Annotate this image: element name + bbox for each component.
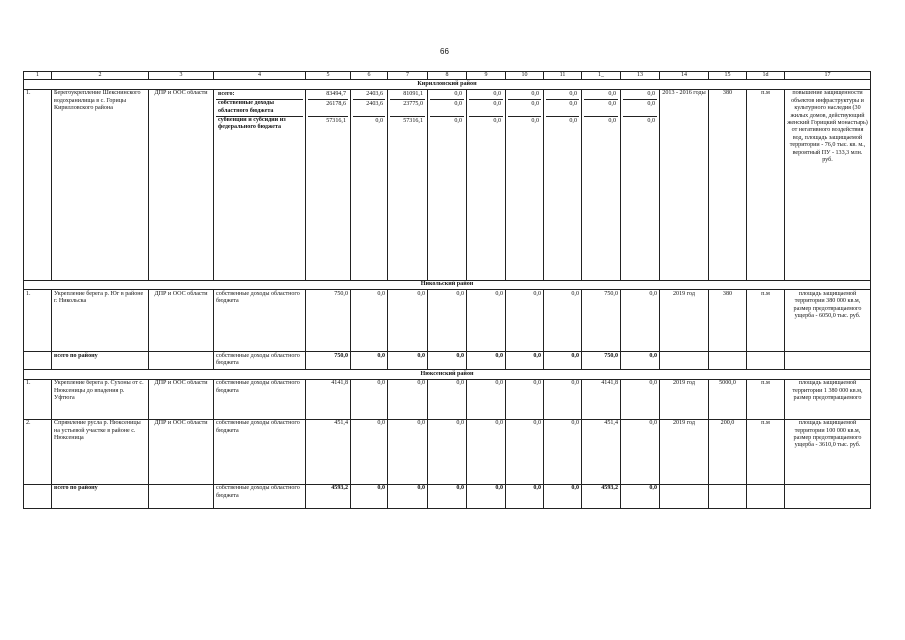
district-total-row bbox=[24, 352, 871, 370]
amount: 750,0 bbox=[582, 290, 621, 352]
amount-cell bbox=[467, 89, 506, 280]
amount: 0,0 bbox=[467, 419, 506, 484]
amount: 0,0 bbox=[454, 117, 462, 124]
total-amount: 0,0 bbox=[621, 484, 660, 508]
amount: 0,0 bbox=[621, 290, 660, 352]
amount: 0,0 bbox=[584, 100, 618, 117]
amount: 57316,1 bbox=[326, 117, 346, 124]
col-number-7: 7 bbox=[388, 72, 428, 80]
amount: 0,0 bbox=[428, 379, 467, 419]
amount-cell bbox=[388, 89, 428, 280]
amount-cell bbox=[306, 89, 351, 280]
col-number-17: 17 bbox=[785, 72, 871, 80]
total-amount: 0,0 bbox=[428, 352, 467, 370]
row-number: 1. bbox=[24, 89, 52, 280]
budget-table bbox=[23, 71, 871, 509]
amount-cell bbox=[621, 89, 660, 280]
amount: 0,0 bbox=[469, 100, 503, 117]
funding-source: всего: bbox=[216, 90, 303, 99]
amount: 0,0 bbox=[351, 419, 388, 484]
unit: п.м bbox=[747, 379, 785, 419]
amount: 0,0 bbox=[531, 117, 539, 124]
amount-cell bbox=[582, 89, 621, 280]
executor: ДПР и ООС области bbox=[149, 379, 214, 419]
amount: 0,0 bbox=[608, 117, 616, 124]
expected-result: площадь защищаемой территории 380 000 кв.м, размер предотвращаемого ущерба - 6050,0 тыс. руб. bbox=[785, 290, 871, 352]
amount: 0,0 bbox=[584, 90, 618, 100]
total-amount: 0,0 bbox=[388, 484, 428, 508]
column-number-row bbox=[24, 72, 871, 80]
total-amount: 0,0 bbox=[544, 352, 582, 370]
amount: 0,0 bbox=[430, 100, 464, 117]
col-number-1: 1 bbox=[24, 72, 52, 80]
district-name: Кирилловский район bbox=[24, 80, 871, 89]
implementation-years: 2019 год bbox=[660, 419, 709, 484]
amount: 26178,6 bbox=[308, 100, 348, 117]
amount: 0,0 bbox=[467, 379, 506, 419]
quantity: 200,0 bbox=[709, 419, 747, 484]
amount: 0,0 bbox=[388, 419, 428, 484]
page-number: 66 bbox=[440, 47, 449, 56]
quantity: 5000,0 bbox=[709, 379, 747, 419]
quantity: 380 bbox=[709, 89, 747, 280]
amount: 0,0 bbox=[546, 100, 579, 117]
amount-cell bbox=[544, 89, 582, 280]
measure-name: Укрепление берега р. Сухоны от с. Нюксеницы до впадения р. Уфтюга bbox=[52, 379, 149, 419]
funding-source: собственные доходы областного бюджета bbox=[214, 379, 306, 419]
amount: 83494,7 bbox=[308, 90, 348, 100]
measure-name: Спрямление русла р. Нюксеницы на устьевой участке в районе с. Нюксеница bbox=[52, 419, 149, 484]
district-name: Никольский район bbox=[24, 280, 871, 289]
amount: 0,0 bbox=[569, 117, 577, 124]
implementation-years: 2013 - 2016 годы bbox=[660, 89, 709, 280]
amount: 0,0 bbox=[506, 419, 544, 484]
amount: 451,4 bbox=[582, 419, 621, 484]
total-amount: 0,0 bbox=[351, 484, 388, 508]
col-number-13: 13 bbox=[621, 72, 660, 80]
amount: 0,0 bbox=[623, 90, 657, 100]
col-number-16: 1d bbox=[747, 72, 785, 80]
district-name: Нюксенский район bbox=[24, 370, 871, 379]
amount: 0,0 bbox=[428, 290, 467, 352]
amount: 0,0 bbox=[351, 379, 388, 419]
executor: ДПР и ООС области bbox=[149, 89, 214, 280]
funding-source: собственные доходы областного бюджета bbox=[214, 419, 306, 484]
amount: 0,0 bbox=[623, 100, 657, 117]
amount: 0,0 bbox=[388, 379, 428, 419]
total-amount: 0,0 bbox=[388, 352, 428, 370]
total-amount: 4593,2 bbox=[582, 484, 621, 508]
amount: 0,0 bbox=[506, 290, 544, 352]
amount: 0,0 bbox=[428, 419, 467, 484]
amount: 451,4 bbox=[306, 419, 351, 484]
expected-result: повышение защищенности объектов инфраструктуры и культурного наследия (30 жилых домов, действующий женский Горицкий монастырь) от негативного воздействия вод, площадь защищаемой территории - 76,0 тыс. кв. м., вероятный ПУ - 133,3 млн. руб. bbox=[785, 89, 871, 280]
col-number-4: 4 bbox=[214, 72, 306, 80]
total-amount: 0,0 bbox=[351, 352, 388, 370]
funding-source: собственные доходы областного бюджета bbox=[214, 484, 306, 508]
col-number-5: 5 bbox=[306, 72, 351, 80]
amount: 0,0 bbox=[469, 90, 503, 100]
executor: ДПР и ООС области bbox=[149, 419, 214, 484]
amount: 57316,1 bbox=[403, 117, 423, 124]
row-number: 2. bbox=[24, 419, 52, 484]
col-number-15: 15 bbox=[709, 72, 747, 80]
total-label: всего по району bbox=[52, 352, 149, 370]
amount: 0,0 bbox=[544, 290, 582, 352]
amount: 0,0 bbox=[544, 379, 582, 419]
amount-cell bbox=[428, 89, 467, 280]
col-number-9: 9 bbox=[467, 72, 506, 80]
total-amount: 0,0 bbox=[467, 352, 506, 370]
amount: 2403,6 bbox=[353, 90, 385, 100]
amount: 4141,8 bbox=[582, 379, 621, 419]
funding-source-cell bbox=[214, 89, 306, 280]
amount: 0,0 bbox=[467, 290, 506, 352]
amount: 750,0 bbox=[306, 290, 351, 352]
amount: 0,0 bbox=[621, 419, 660, 484]
amount: 0,0 bbox=[544, 419, 582, 484]
col-number-3: 3 bbox=[149, 72, 214, 80]
total-amount: 0,0 bbox=[506, 352, 544, 370]
unit: п.м bbox=[747, 290, 785, 352]
amount: 0,0 bbox=[430, 90, 464, 100]
total-amount: 750,0 bbox=[582, 352, 621, 370]
col-number-6: 6 bbox=[351, 72, 388, 80]
funding-source: собственные доходы областного бюджета bbox=[214, 290, 306, 352]
table-row bbox=[24, 290, 871, 352]
amount-cell bbox=[506, 89, 544, 280]
amount: 0,0 bbox=[506, 379, 544, 419]
unit: п.м bbox=[747, 89, 785, 280]
col-number-14: 14 bbox=[660, 72, 709, 80]
measure-name: Берегоукрепление Шекснинского водохранилища в с. Горицы Кирилловского района bbox=[52, 89, 149, 280]
total-amount: 4593,2 bbox=[306, 484, 351, 508]
district-header-nikolsk bbox=[24, 280, 871, 289]
amount: 0,0 bbox=[621, 379, 660, 419]
table-row bbox=[24, 419, 871, 484]
expected-result: площадь защищаемой территории 1 380 000 кв.м, размер предотвращаемого bbox=[785, 379, 871, 419]
total-label: всего по району bbox=[52, 484, 149, 508]
amount-cell bbox=[351, 89, 388, 280]
amount: 23775,0 bbox=[390, 100, 425, 117]
col-number-11: 11 bbox=[544, 72, 582, 80]
district-header-kirillov bbox=[24, 80, 871, 89]
district-header-nyuksenitsa bbox=[24, 370, 871, 379]
total-amount: 0,0 bbox=[467, 484, 506, 508]
total-amount: 0,0 bbox=[428, 484, 467, 508]
implementation-years: 2019 год bbox=[660, 290, 709, 352]
amount: 4141,8 bbox=[306, 379, 351, 419]
col-number-2: 2 bbox=[52, 72, 149, 80]
table-row bbox=[24, 89, 871, 280]
quantity: 380 bbox=[709, 290, 747, 352]
measure-name: Укрепление берега р. Юг в районе г. Никольска bbox=[52, 290, 149, 352]
funding-source: собственные доходы областного бюджета bbox=[216, 100, 303, 117]
amount: 2403,6 bbox=[353, 100, 385, 117]
amount: 0,0 bbox=[351, 290, 388, 352]
row-number: 1. bbox=[24, 290, 52, 352]
col-number-12: 1_ bbox=[582, 72, 621, 80]
executor: ДПР и ООС области bbox=[149, 290, 214, 352]
row-number: 1. bbox=[24, 379, 52, 419]
amount: 0,0 bbox=[375, 117, 383, 124]
amount: 81091,1 bbox=[390, 90, 425, 100]
amount: 0,0 bbox=[388, 290, 428, 352]
total-amount: 0,0 bbox=[544, 484, 582, 508]
unit: п.м bbox=[747, 419, 785, 484]
funding-source: собственные доходы областного бюджета bbox=[214, 352, 306, 370]
funding-source: субвенции и субсидии из федерального бюджета bbox=[218, 117, 286, 131]
col-number-8: 8 bbox=[428, 72, 467, 80]
total-amount: 0,0 bbox=[621, 352, 660, 370]
implementation-years: 2019 год bbox=[660, 379, 709, 419]
table-row bbox=[24, 379, 871, 419]
amount: 0,0 bbox=[508, 100, 541, 117]
total-amount: 750,0 bbox=[306, 352, 351, 370]
amount: 0,0 bbox=[647, 117, 655, 124]
expected-result: площадь защищаемой территории 100 000 кв.м, размер предотвращаемого ущерба - 3610,0 тыс. руб. bbox=[785, 419, 871, 484]
amount: 0,0 bbox=[508, 90, 541, 100]
district-total-row bbox=[24, 484, 871, 508]
amount: 0,0 bbox=[546, 90, 579, 100]
col-number-10: 10 bbox=[506, 72, 544, 80]
total-amount: 0,0 bbox=[506, 484, 544, 508]
amount: 0,0 bbox=[493, 117, 501, 124]
